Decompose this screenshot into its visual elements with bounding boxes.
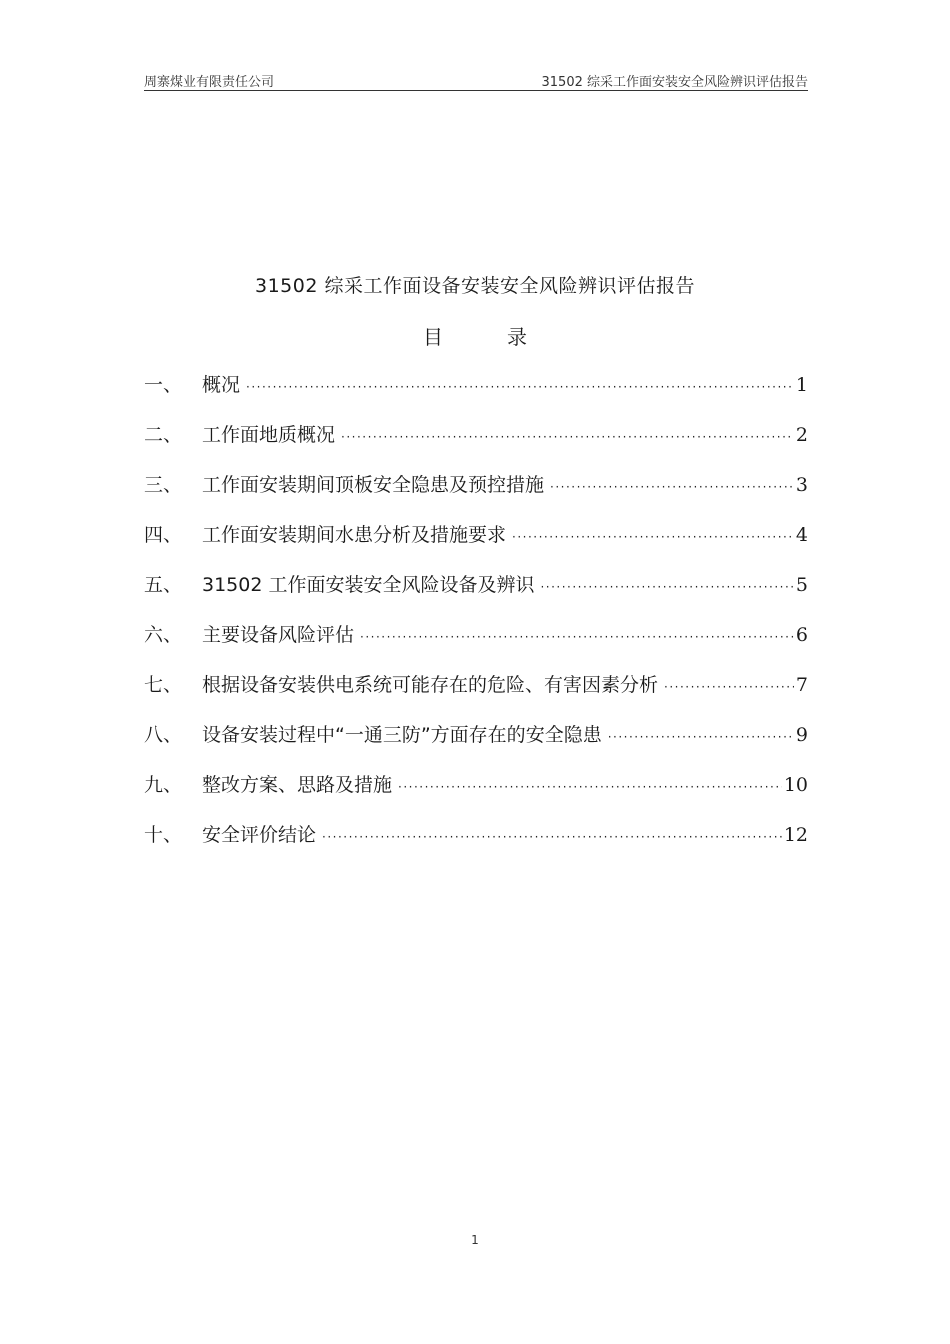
- toc-entry-page: 12: [783, 824, 808, 846]
- toc-entry[interactable]: [144, 770, 808, 820]
- toc-dot-leader: [360, 622, 794, 652]
- toc-entry-title: 整改方案、思路及措施: [202, 774, 393, 796]
- toc-entry-title: 31502 工作面安装安全风险设备及辨识: [202, 574, 535, 596]
- toc-dot-leader: [341, 422, 794, 452]
- toc-dot-leader: [608, 722, 794, 752]
- toc-entry-number: 二、: [144, 424, 183, 446]
- toc-dot-leader: [246, 372, 794, 402]
- toc-entry-page: 4: [795, 524, 808, 546]
- toc-entry-title: 安全评价结论: [202, 824, 317, 846]
- toc-entry[interactable]: [144, 520, 808, 570]
- toc-entry-page: 2: [795, 424, 808, 446]
- toc-entry-title: 工作面安装期间顶板安全隐患及预控措施: [202, 474, 545, 496]
- toc-entry[interactable]: [144, 370, 808, 420]
- toc-dot-leader: [664, 672, 794, 702]
- toc-entry-page: 5: [795, 574, 808, 596]
- toc-heading-part2: 录: [507, 325, 527, 349]
- document-title: 31502 综采工作面设备安装安全风险辨识评估报告: [255, 275, 695, 297]
- toc-entry[interactable]: [144, 670, 808, 720]
- toc-dot-leader: [512, 522, 794, 552]
- toc-entry-number: 八、: [144, 724, 183, 746]
- toc-dot-leader: [540, 572, 793, 602]
- toc-entry-number: 五、: [144, 574, 183, 596]
- toc-entry-page: 10: [783, 774, 808, 796]
- toc-entry-page: 1: [795, 374, 808, 396]
- toc-entry[interactable]: [144, 720, 808, 770]
- toc-dot-leader: [398, 772, 782, 802]
- toc-dot-leader: [550, 472, 794, 502]
- toc-entry-number: 四、: [144, 524, 183, 546]
- toc-entry[interactable]: [144, 820, 808, 870]
- toc-entry-page: 6: [795, 624, 808, 646]
- toc-dot-leader: [322, 822, 782, 852]
- toc-entry-title: 根据设备安装供电系统可能存在的危险、有害因素分析: [202, 674, 659, 696]
- toc-entry-title: 工作面地质概况: [202, 424, 336, 446]
- toc-entry[interactable]: [144, 620, 808, 670]
- toc-entry-page: 9: [795, 724, 808, 746]
- toc-entry-page: 3: [795, 474, 808, 496]
- header-company: 周寨煤业有限责任公司: [144, 75, 275, 90]
- page-header: [144, 70, 808, 91]
- toc-entry-title: 工作面安装期间水患分析及措施要求: [202, 524, 507, 546]
- toc-entry[interactable]: [144, 470, 808, 520]
- toc-entry-number: 六、: [144, 624, 183, 646]
- toc-heading-part1: 目: [423, 325, 443, 349]
- toc-entry-number: 三、: [144, 474, 183, 496]
- table-of-contents: [144, 370, 808, 870]
- toc-entry-number: 一、: [144, 374, 183, 396]
- toc-entry-title: 设备安装过程中“一通三防”方面存在的安全隐患: [202, 724, 602, 746]
- toc-entry-number: 七、: [144, 674, 183, 696]
- toc-entry-number: 十、: [144, 824, 183, 846]
- toc-entry[interactable]: [144, 420, 808, 470]
- toc-entry[interactable]: [144, 570, 808, 620]
- toc-entry-page: 7: [795, 674, 808, 696]
- toc-entry-title: 概况: [202, 374, 241, 396]
- toc-entry-title: 主要设备风险评估: [202, 624, 355, 646]
- toc-heading: [0, 321, 950, 350]
- toc-entry-number: 九、: [144, 774, 183, 796]
- header-report-title: 31502 综采工作面安装安全风险辨识评估报告: [541, 75, 808, 90]
- page-number: 1: [471, 1233, 479, 1247]
